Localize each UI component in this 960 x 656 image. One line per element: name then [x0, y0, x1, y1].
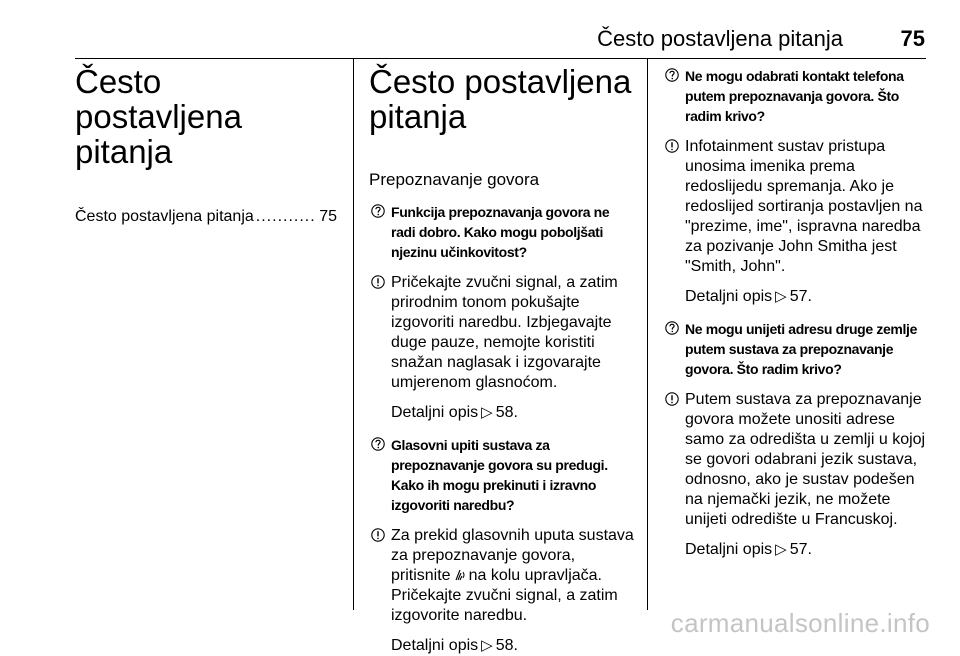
question-text: Ne mogu unijeti adresu druge zemlje putem sustava za prepoznavanje govora. Što radim krivo? — [685, 321, 918, 377]
reference-label: Detaljni opis — [685, 288, 773, 305]
answer-text: Pričekajte zvučni signal, a zatim prirodnim tonom pokušajte izgovoriti naredbu. Izbjegavajte duge pauze, nemojte koristiti snažan naglasak i izgovarajte umjerenom glasnoćom. — [391, 274, 618, 391]
column-faq-right — [663, 64, 929, 560]
question-text: Glasovni upiti sustava za prepoznavanje govora su predugi. Kako ih mogu prekinuti i izravno izgovoriti naredbu? — [391, 437, 608, 513]
page-reference-arrow-icon: ▷ — [775, 288, 787, 305]
faq-question — [663, 66, 929, 126]
answer-text-part-1: Za prekid glasovnih uputa sustava za prepoznavanje govora, pritisnite — [391, 527, 634, 584]
page-reference-arrow-icon: ▷ — [775, 541, 787, 558]
faq-answer — [663, 137, 929, 277]
column-contents — [75, 64, 337, 227]
reference-label: Detaljni opis — [685, 541, 773, 558]
page-reference-arrow-icon: ▷ — [481, 404, 493, 421]
exclamation-circle-icon — [369, 528, 387, 542]
faq-answer — [663, 390, 929, 530]
steering-wheel-voice-icon — [454, 568, 466, 582]
faq-question — [369, 435, 637, 515]
toc-entry-page: 75 — [319, 208, 337, 225]
faq-item — [369, 435, 637, 656]
watermark: carmanualsonline.info — [670, 608, 930, 638]
answer-text: Infotainment sustav pristupa unosima imenika prema redoslijedu spremanja. Ako je redoslijed sortiranja postavljen na "prezime, ime", ispravna naredba za pozivanje John Smitha jest "Smith, John". — [685, 138, 923, 275]
header-title: Često postavljena pitanja — [597, 26, 843, 51]
exclamation-circle-icon — [369, 275, 387, 289]
question-text: Funkcija prepoznavanja govora ne radi dobro. Kako mogu poboljšati njezinu učinkovitost? — [391, 204, 610, 260]
page-reference[interactable] — [685, 540, 929, 560]
column-faq-left — [369, 64, 637, 656]
faq-answer — [369, 273, 637, 393]
answer-text: Putem sustava za prepoznavanje govora možete unositi adrese samo za odredišta u zemlji u kojoj se govori odabrani jezik sustava, odnosno, ako je sustav podešen na njemački jezik, ne možete unijeti odredište u Francuskoj. — [685, 391, 926, 528]
question-circle-icon — [663, 321, 681, 335]
page-reference[interactable] — [391, 636, 637, 656]
reference-page: 57. — [789, 288, 812, 305]
exclamation-circle-icon — [663, 139, 681, 153]
page-reference-arrow-icon: ▷ — [481, 637, 493, 654]
answer-text — [391, 526, 637, 626]
section-title: Prepoznavanje govora — [369, 170, 540, 189]
question-circle-icon — [369, 437, 387, 451]
faq-question — [663, 319, 929, 379]
page-reference[interactable] — [391, 403, 637, 423]
question-circle-icon — [369, 204, 387, 218]
toc-entry-label: Često postavljena pitanja — [75, 208, 254, 225]
toc-entry[interactable] — [75, 207, 337, 227]
toc-leader-dots — [256, 207, 317, 227]
reference-label: Detaljni opis — [391, 637, 479, 654]
faq-item — [369, 202, 637, 423]
page-reference[interactable] — [685, 287, 929, 307]
exclamation-circle-icon — [663, 392, 681, 406]
faq-answer — [369, 526, 637, 626]
question-circle-icon — [663, 68, 681, 82]
reference-label: Detaljni opis — [391, 404, 479, 421]
column-divider-1 — [353, 58, 354, 610]
header-page-number: 75 — [900, 26, 925, 51]
section-chapter-title: Često postavljena pitanja — [369, 63, 632, 135]
chapter-title: Često postavljena pitanja — [75, 63, 242, 170]
header-rule — [75, 58, 926, 59]
question-text: Ne mogu odabrati kontakt telefona putem prepoznavanja govora. Što radim krivo? — [685, 68, 904, 124]
reference-page: 57. — [789, 541, 812, 558]
faq-question — [369, 202, 637, 262]
reference-page: 58. — [495, 404, 518, 421]
reference-page: 58. — [495, 637, 518, 654]
answer-text-part-2: na kolu upravljača. Pričekajte zvučni signal, a zatim izgovorite naredbu. — [391, 567, 618, 624]
column-divider-2 — [647, 58, 648, 610]
page-header — [0, 24, 960, 54]
faq-item — [663, 319, 929, 560]
faq-item — [663, 66, 929, 307]
